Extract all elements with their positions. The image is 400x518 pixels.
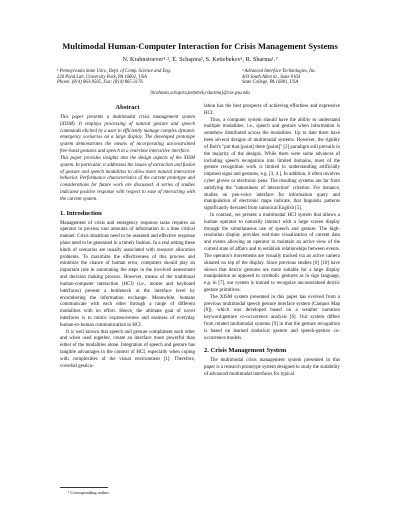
right-column: [204, 104, 340, 379]
left-column: [60, 104, 195, 370]
author-emails: {krahnsto,schapira,kettebek,rsharma}@cse.psu.edu: [150, 91, 250, 96]
affiliation-right-line: 403 South Allen St., Suite #104: [242, 74, 301, 80]
footnote-divider: [60, 487, 108, 488]
affiliation-right-line: ² Advanced Interface Technologies, Inc.: [242, 69, 317, 74]
section-heading-introduction: 1. Introduction: [60, 209, 102, 217]
affiliation-right-line: State College, PA 16801, USA: [242, 80, 299, 86]
affiliation-left-line: 220 Pond Lab, University Park, PA 16802, USA: [57, 74, 147, 80]
footnote: ¹ Corresponding author.: [68, 490, 110, 495]
body-paragraph: Management of crisis and emergency response tasks requires an operator to process vast amounts of information in a time critical manner. Crisis situations need to be assessed and effective response plans need to be generated in a timely fashion. In a real setting these kinds of scenarios are usually associated with resource allocation problems. To maximize the effectiveness of this process and minimize the chance of human error, computers should play an important role in automating the steps in the involved assessment and decision making process. However, means of the traditional human-computer interaction (HCI) (i.e., mouse and keyboard interfaces) present a bottleneck at the interface level by encumbering the information exchange. Meanwhile, humans communicate with each other through a range of different modalities with no effort. Hence, the ultimate goal of novel interfaces is to mimic expressiveness and easiness of everyday human-to-human communication in HCI.: [60, 220, 195, 328]
paper-title: Multimodal Human-Computer Interaction for Crisis Management Systems: [62, 41, 338, 51]
affiliation-left-line: ¹ Pennsylvania State Univ., Dept. of Comp. Science and Eng.: [57, 69, 172, 74]
body-paragraph: In contrast, we present a multimodal HCI system that allows a human operator to naturally interact with a large screen display through the simultaneous use of speech and gesture. The high-resolution display provides real-time visualization of current data and events allowing an operator to maintain an active view of the current state of affairs and to establish relationships between events. The operator's movements are visually tracked via an active camera situated on top of the display. Since previous studies [6] [10] have shown that deictic gestures are more suitable for a large display manipulation as opposed to symbolic gestures as in sign language, e.g. in [7], our system is trained to recognize unconstrained deictic gesture primitives.: [204, 213, 340, 293]
affiliation-left-line: Phone: (814) 863-9505, Fax: (814) 865-3176: [57, 80, 143, 86]
affiliation-left: [57, 69, 232, 86]
affiliation-right: [242, 69, 362, 86]
body-paragraph: The XISM system presented in this paper has evolved from a previous multimodal speech gesture interface system (Campus Map [8]), which was developed based on a weather narration keyword/gesture co-occurrence analysis [6]. Our system differs from related multimodal systems [9] in that the gesture recognition is based on learned statistical gesture and speech-gesture co-occurrence models.: [204, 294, 340, 341]
author-list: N. Krahnstoever¹˒², E. Schapira², S. Kettebekov¹, R. Sharma¹˒²: [122, 56, 278, 63]
body-paragraph: The multimodal crisis management system presented in this paper is a research prototype system designed to study the suitability of advanced multimodal interfaces for typical: [204, 358, 340, 378]
section-heading-crisis-management: 2. Crisis Management System: [204, 347, 287, 355]
body-paragraph: lation has the best prospects of achieving effortless and expressive HCI.: [204, 104, 340, 116]
abstract-paragraph: This paper provides insights into the design aspects of the XISM system. In particular, it addresses the issues of extraction and fusion of gesture and speech modalities to allow more natural interactive behavior. Performance characteristics of the current prototype and considerations for future work are discussed. A series of studies indicated positive response with respect to ease of interacting with the current system.: [60, 155, 195, 202]
abstract-paragraph: This paper presents a multimodal crisis management system (XISM). It employs processing of natural gesture and speech commands elicited by a user to efficiently manage complex dynamic emergency scenarios on a large display. The developed prototype system demonstrates the means of incorporating unconstrained free-hand gestures and speech in a real-time interactive interface.: [60, 115, 195, 155]
body-paragraph: Thus, a computer system should have the ability to understand multiple modalities, i.e., speech and gesture when information is somehow distributed across the modalities. Up to date there have been several designs of multimodal systems. However, the rigidity of Bolt's "put that [point] there [point]" [2] paradigm still prevails in the majority of the designs. While there were some advances of including speech recognition into limited domains, most of the gesture recognition work is limited to understanding artificially imposed signs and gestures, e.g. [3, 4 ]. In addition, it often involves cyber gloves or electronic pens. The resulting systems are far from satisfying the "naturalness of interaction" criterion. For instance, studies on pen-voice interface for information query and manipulation of electronic maps indicate, that linguistic patterns significantly deviated from canonical English [5].: [204, 117, 340, 212]
body-paragraph: It is well known that speech and gesture compliment each other and when used together, create an interface more powerful than either of the modalities alone. Integration of speech and gesture has tangible advantages in the context of HCI, especially when coping with complexities of the visual environment [1]. Therefore, coverbal gesticu-: [60, 329, 195, 369]
abstract-heading: Abstract: [115, 104, 140, 111]
